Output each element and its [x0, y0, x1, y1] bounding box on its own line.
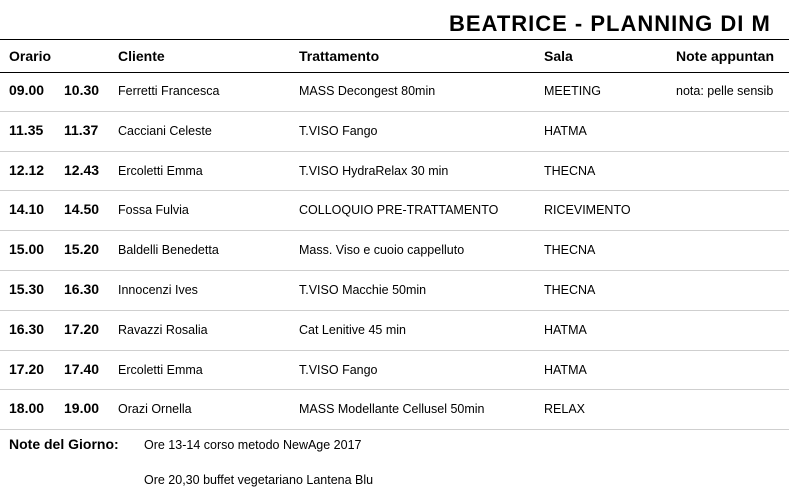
end-time: 16.30 — [64, 280, 100, 297]
room: RELAX — [544, 402, 585, 417]
table-row — [0, 112, 789, 152]
start-time: 17.20 — [9, 360, 45, 377]
treatment: T.VISO Macchie 50min — [299, 282, 427, 297]
room: HATMA — [544, 362, 587, 377]
start-time: 15.00 — [9, 241, 45, 258]
room: RICEVIMENTO — [544, 203, 631, 218]
end-time: 10.30 — [64, 82, 100, 98]
start-time: 11.35 — [9, 121, 44, 138]
start-time: 09.00 — [9, 82, 45, 98]
client-name: Cacciani Celeste — [118, 123, 212, 138]
day-note: Ore 20,30 buffet vegetariano Lantena Blu — [144, 473, 374, 487]
column-header-sala: Sala — [544, 48, 573, 64]
room: THECNA — [544, 243, 596, 258]
treatment: Cat Lenitive 45 min — [299, 322, 407, 337]
day-note: Ore 13-14 corso metodo NewAge 2017 — [144, 438, 362, 452]
end-time: 12.43 — [64, 161, 100, 178]
table-row — [0, 351, 789, 391]
end-time: 17.40 — [64, 360, 100, 377]
end-time: 14.50 — [64, 201, 100, 218]
room: HATMA — [544, 322, 587, 337]
treatment: MASS Modellante Cellusel 50min — [299, 402, 485, 417]
page-title: BEATRICE - PLANNING DI M — [449, 11, 771, 36]
treatment: T.VISO Fango — [299, 362, 378, 377]
appointment-note: nota: pelle sensib — [676, 84, 774, 98]
table-row — [0, 271, 789, 311]
client-name: Ravazzi Rosalia — [118, 322, 208, 337]
appointments-table — [0, 72, 789, 430]
table-row — [0, 191, 789, 231]
column-header-trattamento: Trattamento — [299, 48, 380, 64]
client-name: Baldelli Benedetta — [118, 243, 219, 258]
treatment: T.VISO Fango — [299, 123, 378, 138]
treatment: MASS Decongest 80min — [299, 84, 436, 98]
start-time: 15.30 — [9, 280, 45, 297]
table-row — [0, 231, 789, 271]
column-header-note: Note appuntan — [676, 48, 774, 64]
client-name: Ferretti Francesca — [118, 84, 220, 98]
client-name: Orazi Ornella — [118, 402, 192, 417]
room: THECNA — [544, 163, 596, 178]
end-time: 11.37 — [64, 121, 99, 138]
treatment: Mass. Viso e cuoio cappelluto — [299, 243, 465, 258]
treatment: COLLOQUIO PRE-TRATTAMENTO — [299, 203, 499, 218]
top-divider — [0, 39, 789, 40]
table-row — [0, 72, 789, 112]
client-name: Innocenzi Ives — [118, 282, 198, 297]
client-name: Ercoletti Emma — [118, 362, 203, 377]
start-time: 14.10 — [9, 201, 45, 218]
end-time: 17.20 — [64, 320, 100, 337]
day-notes-label: Note del Giorno: — [9, 436, 119, 452]
client-name: Ercoletti Emma — [118, 163, 203, 178]
room: MEETING — [544, 84, 601, 98]
start-time: 12.12 — [9, 161, 45, 178]
room: THECNA — [544, 282, 596, 297]
start-time: 18.00 — [9, 400, 45, 417]
table-row — [0, 311, 789, 351]
room: HATMA — [544, 123, 587, 138]
treatment: T.VISO HydraRelax 30 min — [299, 163, 449, 178]
client-name: Fossa Fulvia — [118, 203, 189, 218]
end-time: 19.00 — [64, 400, 100, 417]
column-header-orario: Orario — [9, 48, 52, 64]
start-time: 16.30 — [9, 320, 45, 337]
column-header-cliente: Cliente — [118, 48, 165, 64]
table-row — [0, 152, 789, 192]
end-time: 15.20 — [64, 241, 100, 258]
table-header — [0, 48, 789, 68]
table-row — [0, 390, 789, 430]
